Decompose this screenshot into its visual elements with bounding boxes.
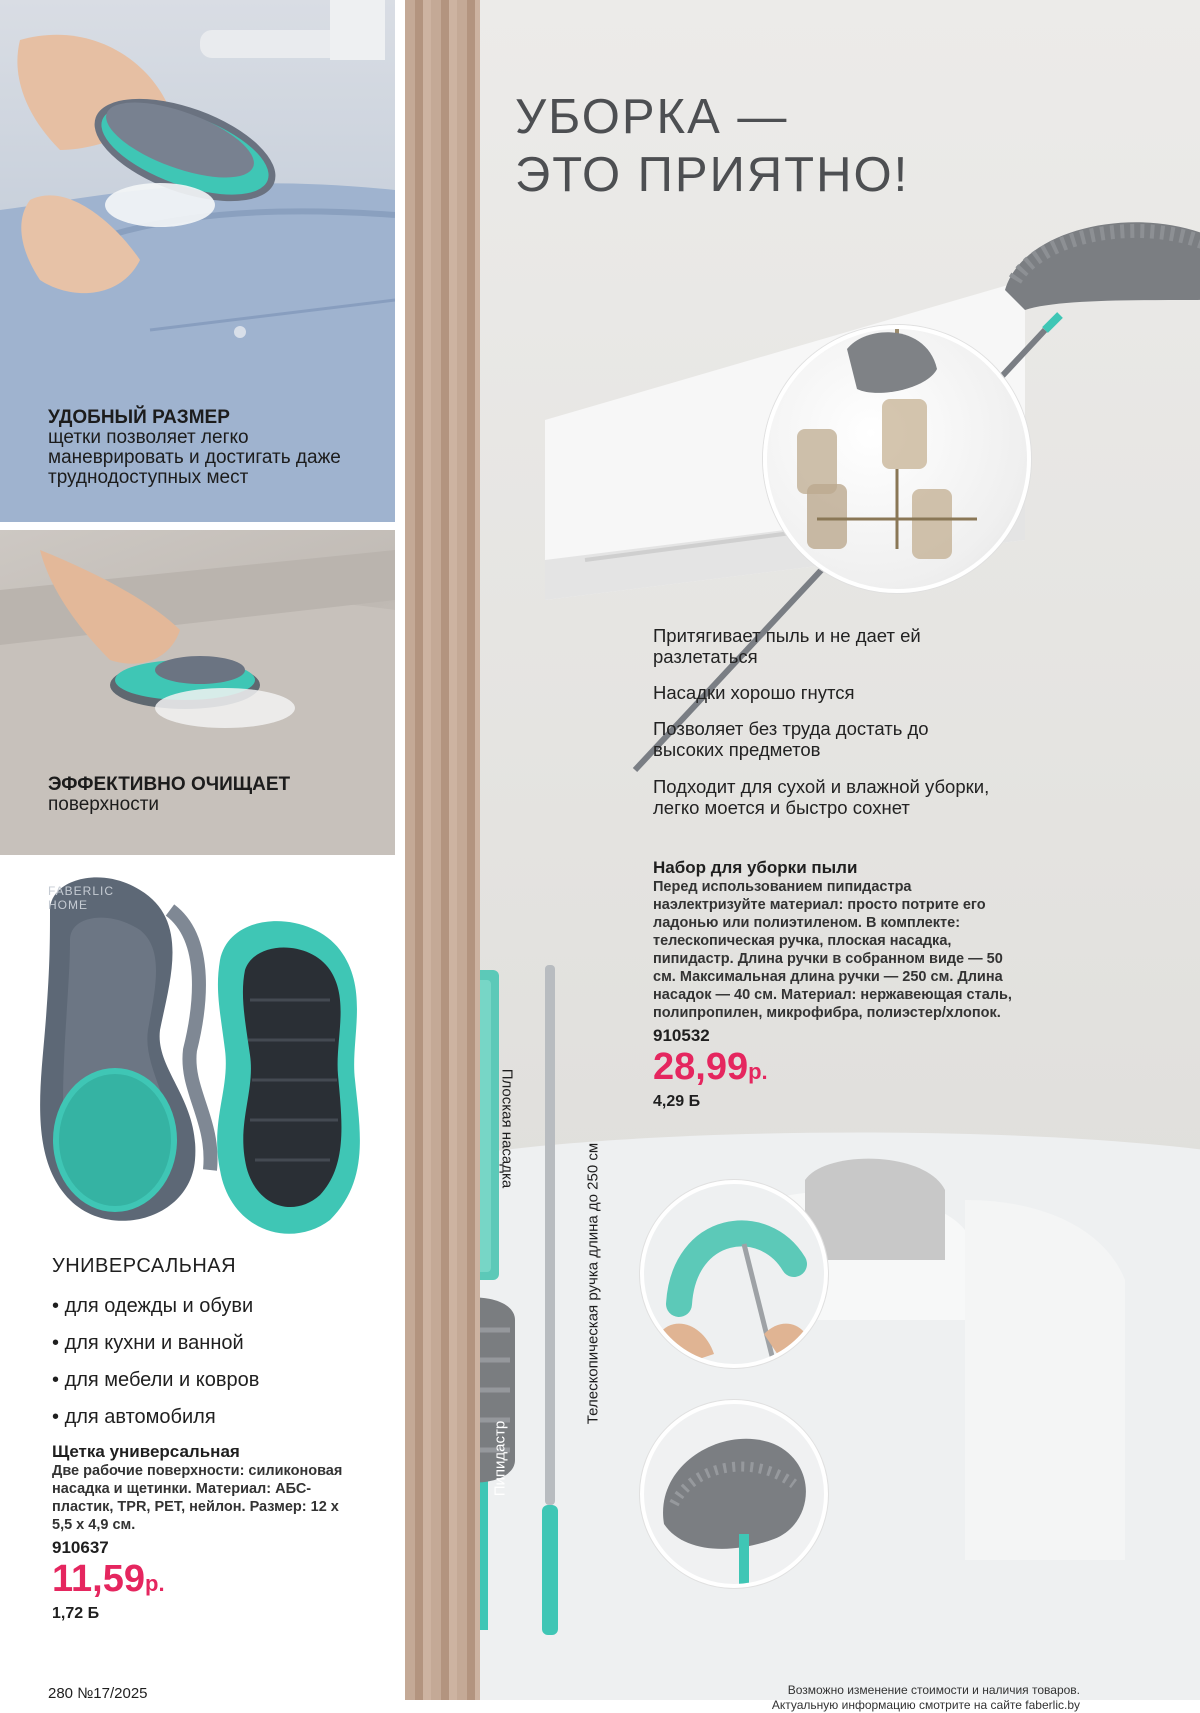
chandelier-illustration — [767, 329, 1027, 589]
bent-pad-illustration — [644, 1184, 824, 1364]
disclaimer-line-1: Возможно изменение стоимости и наличия товаров. — [787, 1683, 1080, 1697]
photo-shirt-cleaning — [0, 0, 395, 522]
title-line-1: УБОРКА — — [515, 90, 789, 144]
page-title — [515, 88, 985, 204]
curtain — [405, 0, 480, 1700]
brush-logo-line1: FABERLIC — [48, 884, 115, 898]
brush-product-image — [30, 870, 400, 1240]
label-flat-pad: Плоская насадка — [498, 1068, 516, 1189]
dust-price-value: 28,99 — [653, 1046, 749, 1088]
caption-heading: УДОБНЫЙ РАЗМЕР — [48, 407, 230, 428]
label-handle: Телескопическая ручка длина до 250 см — [584, 1142, 602, 1425]
caption-convenient-size — [48, 408, 368, 488]
footer-disclaimer — [600, 1683, 1080, 1713]
dust-product-sku: 910532 — [653, 1026, 710, 1045]
brush-product-name: Щетка универсальная — [52, 1442, 240, 1461]
feature-reach-high: Позволяет без труда достать до высоких предметов — [653, 718, 929, 760]
duster-closeup-illustration — [644, 1404, 824, 1584]
brush-logo — [48, 884, 138, 912]
brush-heading: УНИВЕРСАЛЬНАЯ — [52, 1255, 237, 1277]
brush-price-value: 11,59 — [52, 1558, 145, 1600]
brush-product-sku: 910637 — [52, 1538, 109, 1557]
caption-text: поверхности — [48, 794, 160, 815]
inset-chandelier — [763, 325, 1031, 593]
feature-wet-dry: Подходит для сухой и влажной уборки, легко моется и быстро сохнет — [653, 776, 990, 818]
caption-effective-cleaning — [48, 775, 348, 815]
dust-points: 4,29 Б — [653, 1093, 701, 1110]
dust-price-currency: р. — [748, 1059, 768, 1084]
brush-bullet: • для мебели и ковров — [52, 1362, 392, 1399]
brush-bullet: • для одежды и обуви — [52, 1288, 392, 1325]
dust-product-block — [653, 858, 1013, 1111]
brush-product-block — [52, 1255, 392, 1623]
dust-product-name: Набор для уборки пыли — [653, 858, 858, 877]
brush-points: 1,72 Б — [52, 1605, 100, 1622]
brush-bullet-list — [52, 1288, 392, 1436]
title-line-2: ЭТО ПРИЯТНО! — [515, 148, 910, 202]
caption-text: щетки позволяет легко маневрировать и достигать даже труднодоступных мест — [48, 427, 341, 488]
brush-bullet: • для автомобиля — [52, 1399, 392, 1436]
label-handle-wrap — [583, 1085, 603, 1485]
dust-product-description: Перед использованием пипидастра наэлектризуйте материал: просто потрите его ладонью или полиэтиленом. В комплекте: телескопическая ручка, плоская насадка, пипидастр. Длина ручки в собранном виде — 50 см. Максимальная длина ручки — 250 см. Длина насадок — 40 см. Материал: нержавеющая сталь, полипропилен, микрофибра, полиэстер/хлопок. — [653, 879, 1012, 1021]
brush-illustration — [30, 870, 400, 1240]
brush-logo-line2: HOME — [48, 898, 88, 912]
brush-price-currency: р. — [145, 1571, 165, 1596]
dust-price — [653, 1046, 1013, 1093]
brush-price — [52, 1558, 392, 1605]
feature-flexible: Насадки хорошо гнутся — [653, 682, 855, 703]
label-duster: Пипидастр — [491, 1420, 509, 1497]
label-duster-wrap — [490, 1360, 510, 1560]
page-number: 280 №17/2025 — [48, 1685, 148, 1702]
brush-product-description: Две рабочие поверхности: силиконовая насадка и щетинки. Материал: АБС-пластик, TPR, PET, нейлон. Размер: 12 х 5,5 х 4,9 см. — [52, 1463, 343, 1533]
feature-attracts-dust: Притягивает пыль и не дает ей разлетаться — [653, 625, 921, 667]
brush-bullet: • для кухни и ванной — [52, 1325, 392, 1362]
label-flat-pad-wrap — [497, 1010, 517, 1250]
disclaimer-line-2: Актуальную информацию смотрите на сайте faberlic.by — [771, 1698, 1080, 1712]
photo-sofa-cleaning — [0, 530, 395, 855]
caption-heading: ЭФФЕКТИВНО ОЧИЩАЕТ — [48, 774, 291, 795]
inset-duster-closeup — [640, 1400, 828, 1588]
inset-bent-pad — [640, 1180, 828, 1368]
